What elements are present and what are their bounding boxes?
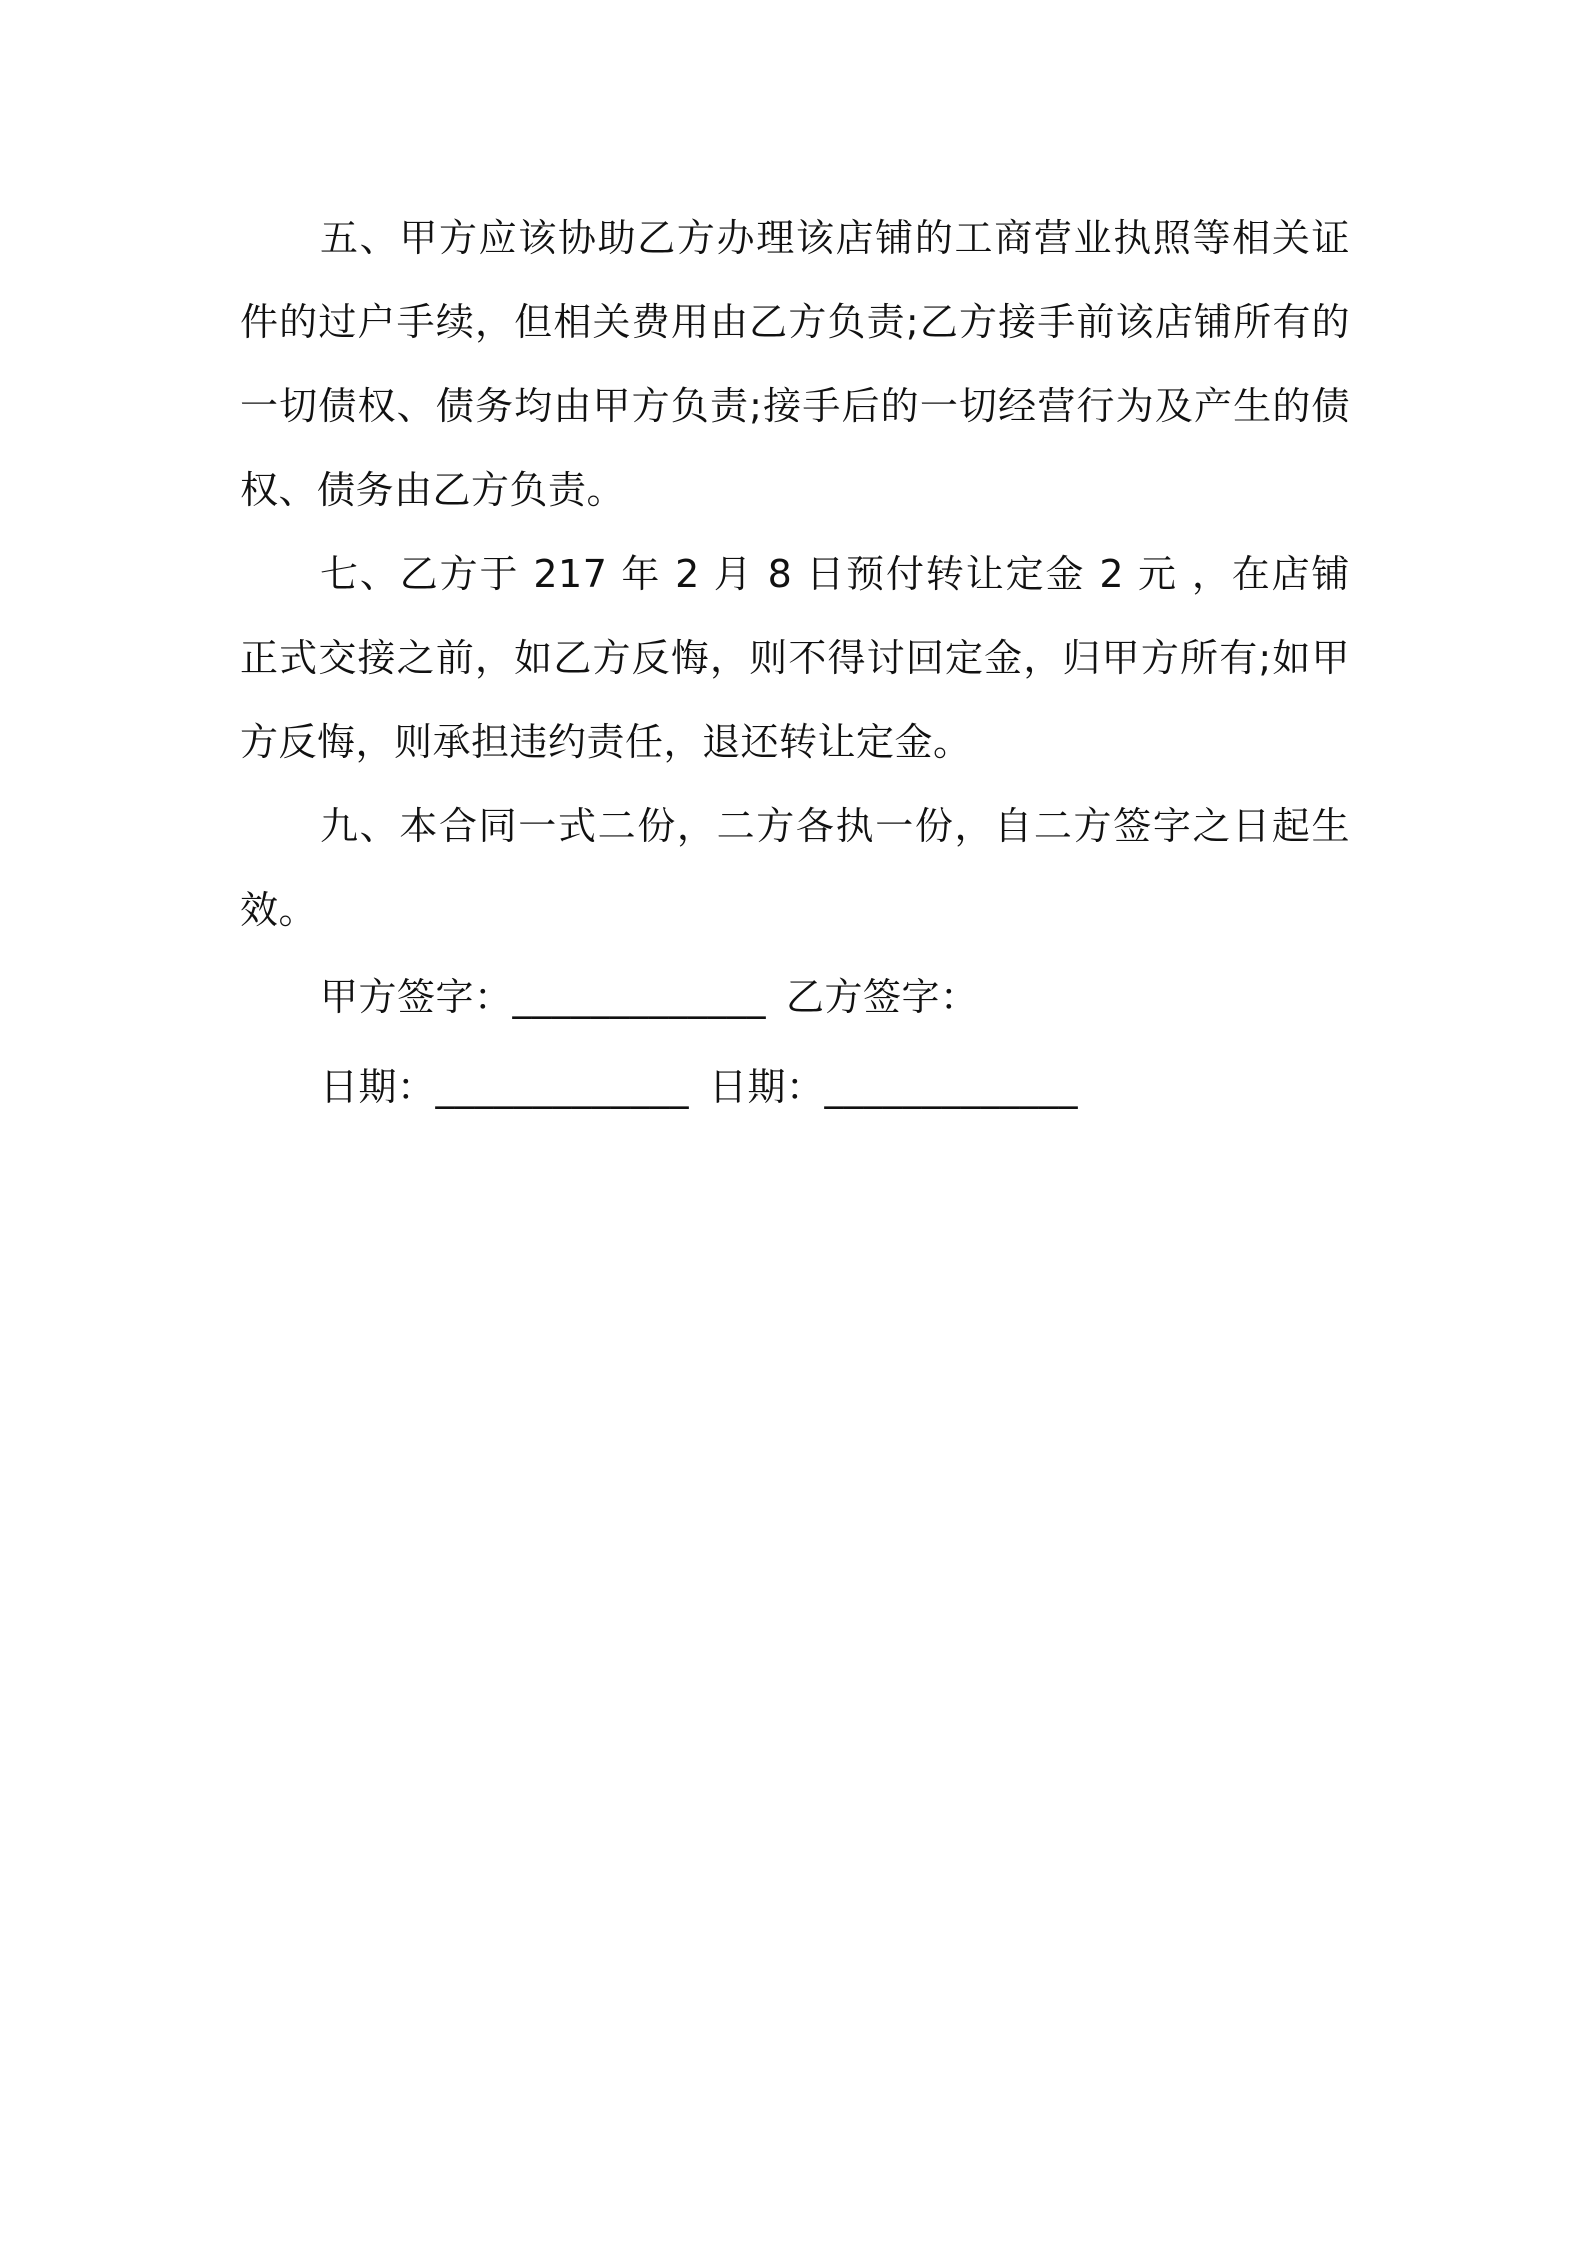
clause-7-paragraph: 七、乙方于 217 年 2 月 8 日预付转让定金 2 元 ，在店铺正式交接之前，如乙方反悔，则不得讨回定金，归甲方所有;如甲方反悔，则承担违约责任，退还转让定金。 (240, 552, 1350, 764)
party-a-date-label: 日期： (320, 1065, 436, 1109)
party-a-signature-label: 甲方签字： (320, 975, 513, 1019)
party-b-signature-label: 乙方签字： (786, 975, 979, 1019)
party-b-date-label: 日期： (709, 1065, 825, 1109)
clause-5-paragraph: 五、甲方应该协助乙方办理该店铺的工商营业执照等相关证件的过户手续，但相关费用由乙方负责;乙方接手前该店铺所有的一切债权、债务均由甲方负责;接手后的一切经营行为及产生的债权、债务由乙方负责。 (240, 216, 1350, 512)
date-row (240, 1042, 1350, 1132)
party-b-date-blank: _____________ (824, 1065, 1079, 1109)
party-a-date-blank: _____________ (435, 1065, 690, 1109)
signature-row (240, 952, 1350, 1042)
party-a-signature-blank: _____________ (512, 975, 767, 1019)
document-body (240, 196, 1350, 1132)
clause-9-paragraph: 九、本合同一式二份，二方各执一份，自二方签字之日起生效。 (240, 804, 1350, 932)
